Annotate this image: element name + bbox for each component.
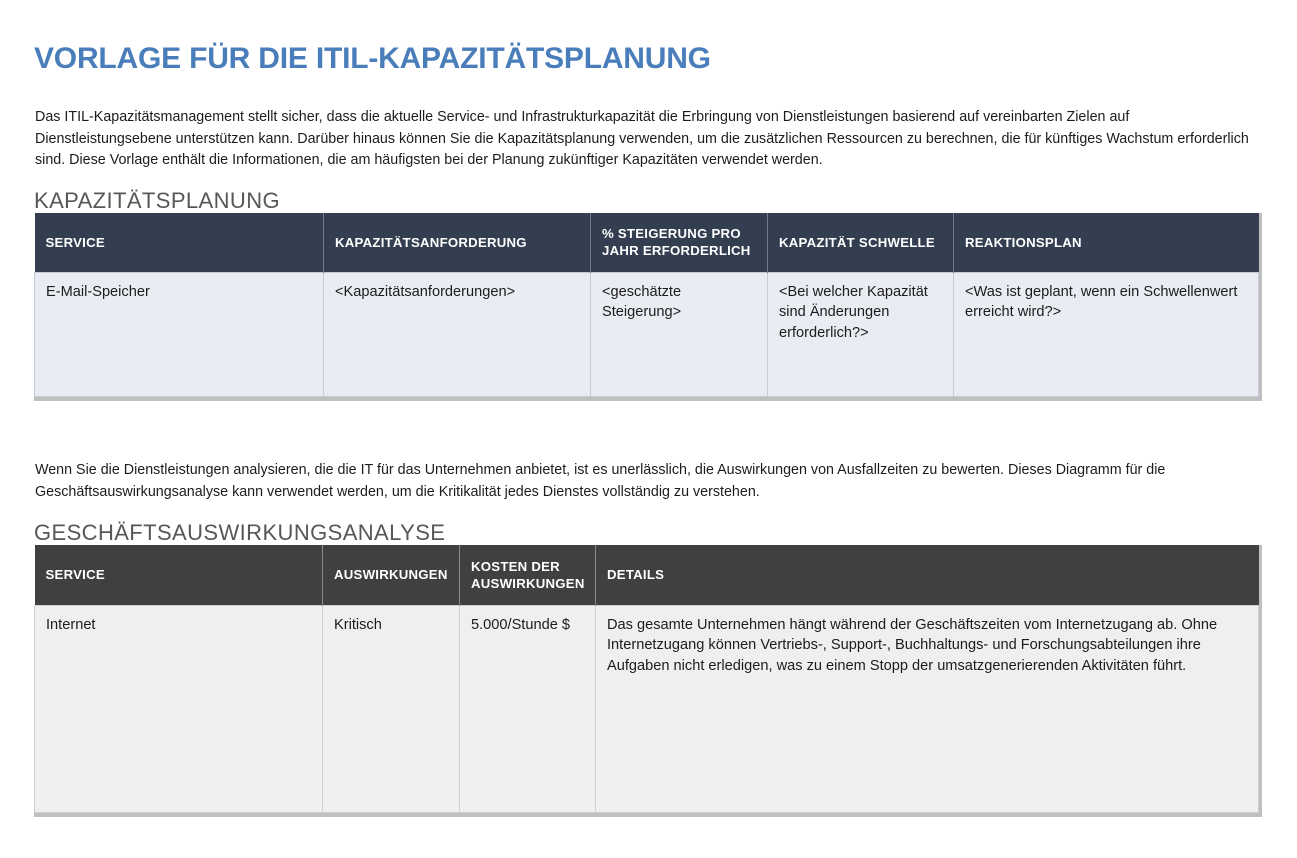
section-heading-business-impact-analysis: GESCHÄFTSAUSWIRKUNGSANALYSE [34, 520, 446, 546]
column-header-cost-of-impact[interactable]: KOSTEN DER AUSWIRKUNGEN [460, 545, 596, 605]
column-header-capacity-requirement[interactable]: KAPAZITÄTSANFORDERUNG [324, 213, 591, 272]
cell-response-plan[interactable] [954, 272, 1259, 396]
capacity-table-header [35, 213, 1259, 272]
section-heading-capacity-planning: KAPAZITÄTSPLANUNG [34, 188, 280, 214]
bia-table-body [35, 605, 1259, 812]
table-header-row [35, 545, 1259, 605]
cell-details-text: Das gesamte Unternehmen hängt während der Geschäftszeiten vom Internetzugang ab. Ohne Internetzugang können Vertriebs-, Support-, Buchhaltungs- und Forschungsabteilungen ihre Aufgaben nicht erledigen, was zu einem Stopp der umsatzgenerierenden Aktivitäten führt. [607, 616, 1218, 674]
cell-annual-increase[interactable] [591, 272, 768, 396]
cell-capacity-requirement[interactable] [324, 272, 591, 396]
business-impact-intro-paragraph: Wenn Sie die Dienstleistungen analysieren, die die IT für das Unternehmen anbietet, ist es unerlässlich, die Auswirkungen von Ausfallzeiten zu bewerten. Dieses Diagramm für die Geschäftsauswirkungsanalyse kann verwendet werden, um die Kritikalität jedes Dienstes vollständig zu verstehen. [35, 462, 1166, 500]
cell-annual-increase-text: <geschätzte Steigerung> [602, 283, 682, 320]
cell-service[interactable] [35, 272, 324, 396]
table-row[interactable] [35, 272, 1259, 396]
intro-paragraph: Das ITIL-Kapazitätsmanagement stellt sicher, dass die aktuelle Service- und Infrastrukturkapazität die Erbringung von Dienstleistungen basierend auf vereinbarten Zielen auf Dienstleistungsebene unterstützen kann. Darüber hinaus können Sie die Kapazitätsplanung verwenden, um die zusätzlichen Ressourcen zu berechnen, die für künftiges Wachstum erforderlich sind. Diese Vorlage enthält die Informationen, die am häufigsten bei der Planung zukünftiger Kapazitäten verwendet werden. [35, 109, 1249, 169]
column-header-service[interactable]: SERVICE [35, 545, 323, 605]
table-row[interactable] [35, 605, 1259, 812]
table-header-row [35, 213, 1259, 272]
cell-service-text: Internet [46, 616, 96, 633]
cell-cost-of-impact-text: 5.000/Stunde $ [471, 616, 570, 633]
business-impact-analysis-table [34, 545, 1262, 817]
column-header-details[interactable]: DETAILS [596, 545, 1259, 605]
bia-table-header [35, 545, 1259, 605]
capacity-planning-grid [34, 213, 1259, 397]
cell-capacity-threshold-text: <Bei welcher Kapazität sind Änderungen erforderlich?> [779, 283, 928, 341]
cell-impact[interactable] [323, 605, 460, 812]
cell-service-text: E-Mail-Speicher [46, 283, 150, 300]
column-header-capacity-threshold[interactable]: KAPAZITÄT SCHWELLE [768, 213, 954, 272]
cell-service[interactable] [35, 605, 323, 812]
page-title: VORLAGE FÜR DIE ITIL-KAPAZITÄTSPLANUNG [34, 42, 711, 76]
column-header-service[interactable]: SERVICE [35, 213, 324, 272]
cell-response-plan-text: <Was ist geplant, wenn ein Schwellenwert erreicht wird?> [965, 283, 1238, 320]
capacity-planning-table [34, 213, 1262, 401]
column-header-annual-increase[interactable]: % STEIGERUNG PRO JAHR ERFORDERLICH [591, 213, 768, 272]
column-header-response-plan[interactable]: REAKTIONSPLAN [954, 213, 1259, 272]
business-impact-grid [34, 545, 1259, 813]
cell-capacity-requirement-text: <Kapazitätsanforderungen> [335, 283, 516, 300]
cell-impact-text: Kritisch [334, 616, 382, 633]
cell-capacity-threshold[interactable] [768, 272, 954, 396]
column-header-impact[interactable]: AUSWIRKUNGEN [323, 545, 460, 605]
cell-details[interactable] [596, 605, 1259, 812]
capacity-table-body [35, 272, 1259, 396]
cell-cost-of-impact[interactable] [460, 605, 596, 812]
